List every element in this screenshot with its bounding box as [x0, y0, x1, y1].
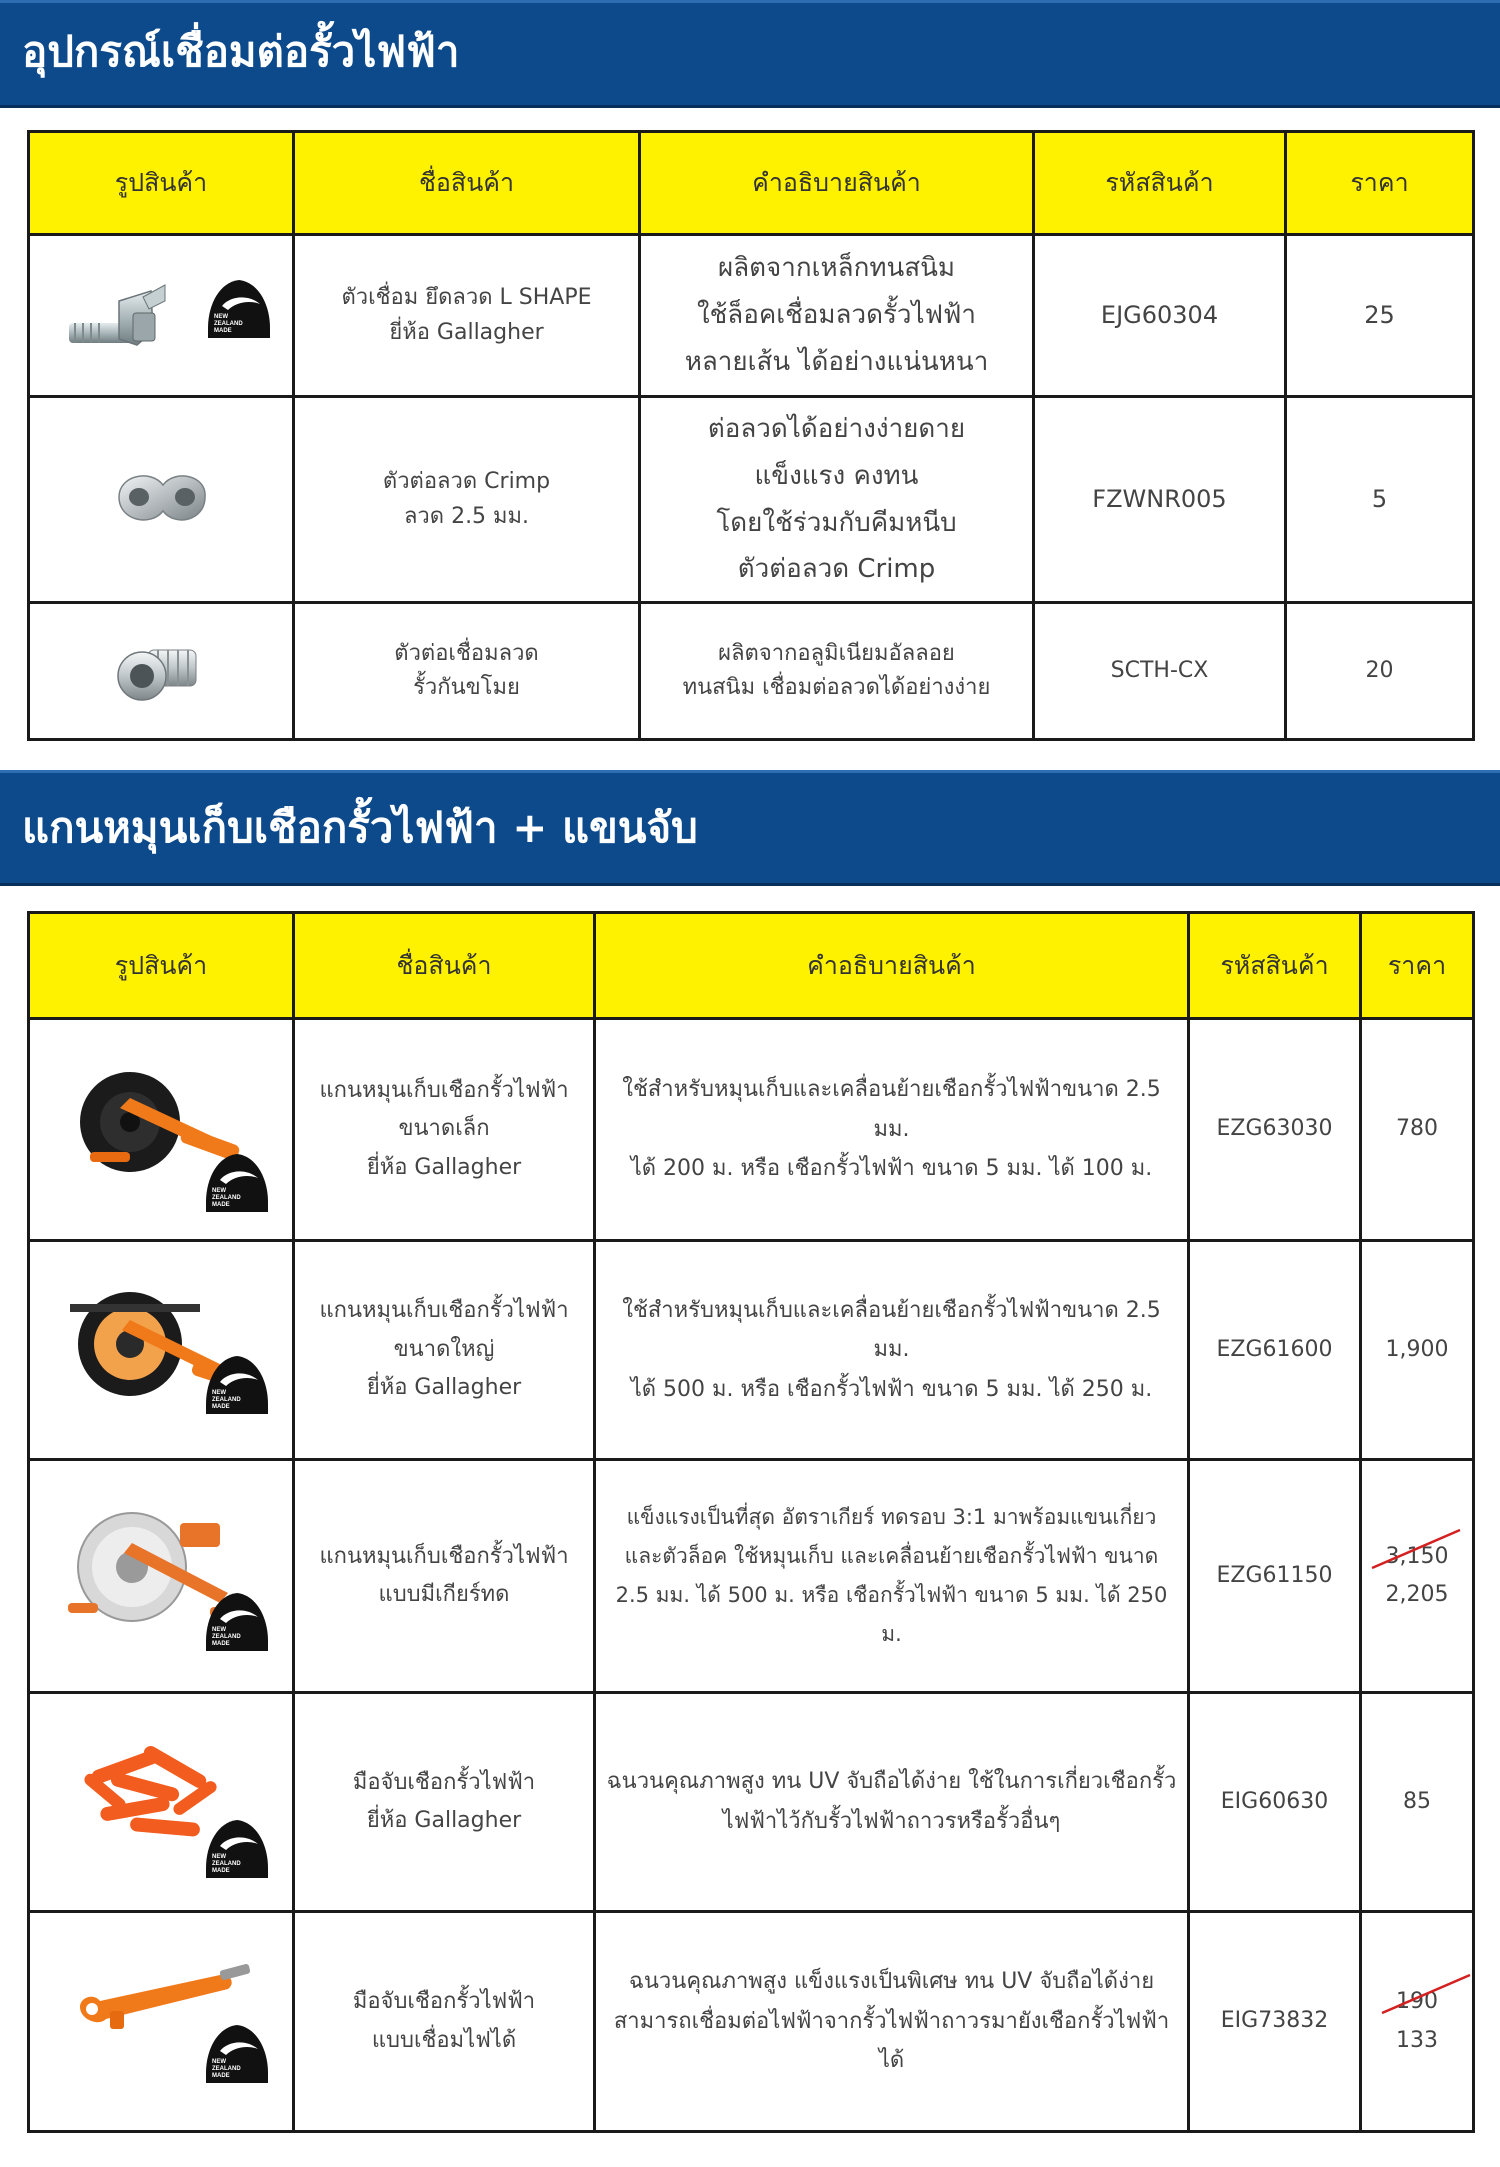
product-name-line: แกนหมุนเก็บเชือกรั้วไฟฟ้า	[319, 1298, 569, 1324]
svg-text:ZEALAND: ZEALAND	[214, 321, 243, 327]
product-name-line: ยี่ห้อ Gallagher	[366, 1375, 522, 1401]
header-image: รูปสินค้า	[29, 913, 294, 1019]
product-description-cell	[640, 603, 1034, 740]
product-description-cell	[640, 235, 1034, 397]
header-image: รูปสินค้า	[29, 132, 294, 235]
new-zealand-made-badge-icon	[206, 278, 272, 340]
product-image-cell	[29, 1241, 294, 1460]
product-price-cell: 20	[1286, 603, 1474, 740]
description-line: ฉนวนคุณภาพสูง แข็งแรงเป็นพิเศษ ทน UV จับถือได้ง่าย	[628, 1969, 1155, 1995]
product-description-cell	[595, 1912, 1189, 2132]
description-line: ฉนวนคุณภาพสูง ทน UV จับถือได้ง่าย ใช้ในการเกี่ยวเชือกรั้ว	[606, 1769, 1177, 1795]
product-name-line: แบบเชื่อมไฟได้	[371, 2027, 517, 2053]
old-price-value: 3,150	[1385, 1543, 1449, 1569]
svg-text:ZEALAND: ZEALAND	[212, 1861, 241, 1867]
product-description-cell	[595, 1019, 1189, 1241]
svg-text:MADE: MADE	[212, 1868, 230, 1874]
description-line: สามารถเชื่อมต่อไฟฟ้าจากรั้วไฟฟ้าถาวรมายังเชือกรั้วไฟฟ้าได้	[613, 2008, 1170, 2074]
product-image-cell	[29, 1460, 294, 1693]
strikethrough-mark-icon	[1376, 1969, 1476, 2019]
product-name-cell	[294, 397, 640, 603]
product-image-cell	[29, 235, 294, 397]
table-row	[29, 1693, 1474, 1912]
product-name-cell	[294, 235, 640, 397]
anti-theft-connector-image	[106, 626, 216, 716]
svg-text:ZEALAND: ZEALAND	[212, 1195, 241, 1201]
header-description: คำอธิบายสินค้า	[595, 913, 1189, 1019]
product-code-cell: EZG61150	[1189, 1460, 1361, 1693]
product-description-cell	[595, 1693, 1189, 1912]
product-name-line: แบบมีเกียร์ทด	[378, 1582, 510, 1607]
description-line: ใช้สำหรับหมุนเก็บและเคลื่อนย้ายเชือกรั้วไฟฟ้าขนาด 2.5 มม.	[622, 1297, 1161, 1363]
product-code-cell: EIG73832	[1189, 1912, 1361, 2132]
svg-text:ZEALAND: ZEALAND	[212, 1397, 241, 1403]
product-price-cell: 1,900	[1361, 1241, 1474, 1460]
product-name-line: ขนาดใหญ่	[393, 1336, 495, 1362]
description-line: ใช้สำหรับหมุนเก็บและเคลื่อนย้ายเชือกรั้วไฟฟ้าขนาด 2.5 มม.	[622, 1077, 1161, 1142]
table-row	[29, 1912, 1474, 2132]
table-header-row	[29, 913, 1474, 1019]
product-code-cell: EZG61600	[1189, 1241, 1361, 1460]
new-zealand-made-badge-icon	[204, 1591, 270, 1653]
product-name-line: รั้วกันขโมย	[413, 675, 520, 700]
svg-text:MADE: MADE	[212, 2073, 230, 2079]
product-price-cell: 5	[1286, 397, 1474, 603]
product-image-cell	[29, 1912, 294, 2132]
description-line: โดยใช้ร่วมกับคีมหนีบ	[716, 507, 957, 538]
product-table-connectors	[27, 130, 1475, 741]
description-line: แข็งแรงเป็นที่สุด อัตราเกียร์ ทดรอบ 3:1 มาพร้อมแขนเกี่ยว	[626, 1505, 1157, 1530]
old-price-value: 190	[1396, 1989, 1438, 2014]
section-banner-connectors	[0, 0, 1500, 108]
header-description: คำอธิบายสินค้า	[640, 132, 1034, 235]
product-code-cell: SCTH-CX	[1034, 603, 1286, 740]
new-zealand-made-badge-icon	[204, 1818, 270, 1880]
table-row	[29, 603, 1474, 740]
product-name-line: ตัวต่อลวด Crimp	[382, 469, 551, 495]
new-price: 2,205	[1385, 1582, 1449, 1607]
header-code: รหัสสินค้า	[1034, 132, 1286, 235]
svg-text:NEW: NEW	[214, 314, 228, 320]
new-zealand-made-badge-icon	[204, 1152, 270, 1214]
description-line: ใช้ล็อคเชื่อมลวดรั้วไฟฟ้า	[696, 300, 977, 331]
product-name-cell	[294, 1912, 595, 2132]
header-code: รหัสสินค้า	[1189, 913, 1361, 1019]
product-code-cell: EJG60304	[1034, 235, 1286, 397]
product-price-cell: 25	[1286, 235, 1474, 397]
svg-text:NEW: NEW	[212, 2059, 226, 2065]
strikethrough-mark-icon	[1366, 1524, 1466, 1574]
product-name-line: ตัวต่อเชื่อมลวด	[394, 640, 539, 666]
svg-text:NEW: NEW	[212, 1390, 226, 1396]
description-line: ได้ 500 ม. หรือ เชือกรั้วไฟฟ้า ขนาด 5 มม. ได้ 250 ม.	[630, 1376, 1153, 1402]
product-description-cell	[595, 1460, 1189, 1693]
svg-text:NEW: NEW	[212, 1627, 226, 1633]
old-price	[1386, 1538, 1449, 1577]
product-name-line: ลวด 2.5 มม.	[403, 503, 530, 529]
product-name-cell	[294, 1693, 595, 1912]
description-line: ได้ 200 ม. หรือ เชือกรั้วไฟฟ้า ขนาด 5 มม. ได้ 100 ม.	[630, 1156, 1153, 1182]
description-line: ตัวต่อลวด Crimp	[737, 554, 936, 585]
product-image-cell	[29, 1693, 294, 1912]
product-code-cell: EIG60630	[1189, 1693, 1361, 1912]
product-description-cell	[640, 397, 1034, 603]
table-row	[29, 397, 1474, 603]
table-row	[29, 1019, 1474, 1241]
table-header-row	[29, 132, 1474, 235]
product-code-cell: EZG63030	[1189, 1019, 1361, 1241]
product-name-cell	[294, 1241, 595, 1460]
product-name-line: แกนหมุนเก็บเชือกรั้วไฟฟ้า	[319, 1543, 569, 1569]
product-name-line: มือจับเชือกรั้วไฟฟ้า	[352, 1769, 536, 1795]
header-price: ราคา	[1361, 913, 1474, 1019]
svg-text:NEW: NEW	[212, 1188, 226, 1194]
new-zealand-made-badge-icon	[204, 2023, 270, 2085]
table-row	[29, 235, 1474, 397]
product-name-line: ยี่ห้อ Gallagher	[389, 319, 544, 345]
old-price	[1396, 1983, 1438, 2022]
description-line: และตัวล็อค ใช้หมุนเก็บ และเคลื่อนย้ายเชือกรั้วไฟฟ้า ขนาด	[624, 1544, 1159, 1569]
header-price: ราคา	[1286, 132, 1474, 235]
header-name: ชื่อสินค้า	[294, 913, 595, 1019]
svg-text:MADE: MADE	[214, 328, 232, 334]
product-name-cell	[294, 1460, 595, 1693]
new-price: 133	[1396, 2027, 1438, 2053]
product-description-cell	[595, 1241, 1189, 1460]
description-line: ไฟฟ้าไว้กับรั้วไฟฟ้าถาวรหรือรั้วอื่นๆ	[722, 1809, 1061, 1834]
product-name-line: ยี่ห้อ Gallagher	[366, 1808, 522, 1833]
product-image-cell	[29, 1019, 294, 1241]
product-name-cell	[294, 1019, 595, 1241]
product-name-cell	[294, 603, 640, 740]
crimp-sleeve-image	[101, 455, 221, 545]
svg-text:MADE: MADE	[212, 1404, 230, 1410]
product-name-line: ขนาดเล็ก	[398, 1116, 490, 1142]
svg-text:NEW: NEW	[212, 1854, 226, 1860]
description-line: หลายเส้น ได้อย่างแน่นหนา	[684, 346, 989, 377]
description-line: ผลิตจากเหล็กทนสนิม	[717, 253, 956, 284]
product-name-line: แกนหมุนเก็บเชือกรั้วไฟฟ้า	[319, 1077, 569, 1103]
product-price-cell: 85	[1361, 1693, 1474, 1912]
product-code-cell: FZWNR005	[1034, 397, 1286, 603]
table-row	[29, 1241, 1474, 1460]
svg-text:ZEALAND: ZEALAND	[212, 1634, 241, 1640]
description-line: ผลิตจากอลูมิเนียมอัลลอย	[718, 640, 955, 666]
description-line: ทนสนิม เชื่อมต่อลวดได้อย่างง่าย	[682, 675, 991, 700]
svg-text:MADE: MADE	[212, 1641, 230, 1647]
product-name-line: ตัวเชื่อม ยึดลวด L SHAPE	[341, 285, 592, 311]
description-line: ต่อลวดได้อย่างง่ายดาย	[707, 413, 966, 444]
product-name-line: มือจับเชือกรั้วไฟฟ้า	[352, 1989, 536, 2014]
product-table-reels	[27, 911, 1475, 2133]
product-price-cell	[1361, 1460, 1474, 1693]
description-line: 2.5 มม. ได้ 500 ม. หรือ เชือกรั้วไฟฟ้า ขนาด 5 มม. ได้ 250 ม.	[615, 1583, 1168, 1646]
new-zealand-made-badge-icon	[204, 1354, 270, 1416]
table-row	[29, 1460, 1474, 1693]
product-price-cell	[1361, 1912, 1474, 2132]
section-title: อุปกรณ์เชื่อมต่อรั้วไฟฟ้า	[22, 27, 460, 76]
product-image-cell	[29, 603, 294, 740]
product-name-line: ยี่ห้อ Gallagher	[366, 1154, 522, 1180]
svg-text:ZEALAND: ZEALAND	[212, 2066, 241, 2072]
section-banner-reels	[0, 770, 1500, 886]
product-image-cell	[29, 397, 294, 603]
svg-text:MADE: MADE	[212, 1202, 230, 1208]
product-price-cell: 780	[1361, 1019, 1474, 1241]
section-title: แกนหมุนเก็บเชือกรั้วไฟฟ้า + แขนจับ	[22, 803, 698, 852]
description-line: แข็งแรง คงทน	[754, 460, 919, 491]
header-name: ชื่อสินค้า	[294, 132, 640, 235]
